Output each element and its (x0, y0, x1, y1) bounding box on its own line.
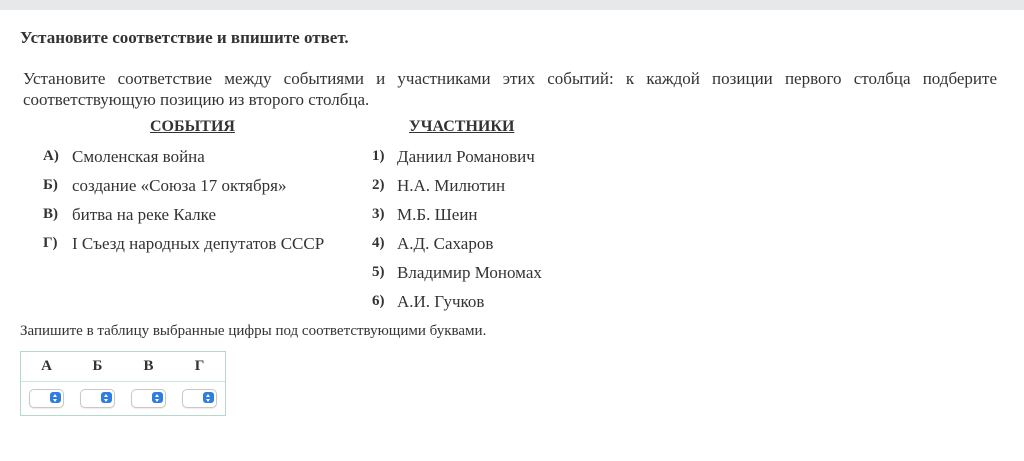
answer-column-b (72, 352, 123, 415)
answer-select-g[interactable] (182, 389, 217, 408)
task-heading: Установите соответствие и впишите ответ. (20, 28, 349, 47)
participant-marker: 5) (372, 264, 385, 280)
up-down-chevron-icon (152, 392, 163, 403)
answer-letter-a: А (41, 358, 52, 374)
participant-text: Владимир Мономах (397, 263, 542, 282)
answer-table (20, 351, 226, 416)
event-marker: Б) (43, 177, 58, 193)
answer-letter-g: Г (194, 358, 205, 374)
events-column-header: СОБЫТИЯ (150, 118, 235, 135)
participant-text: А.Д. Сахаров (397, 234, 494, 253)
answer-select-a[interactable] (29, 389, 64, 408)
participant-marker: 3) (372, 206, 385, 222)
participant-text: Н.А. Милютин (397, 176, 506, 195)
question-text: Установите соответствие между событиями и участниками этих событий: к каждой позиции первого столбца подберите соответствующую позицию из второго столбца. (23, 69, 997, 109)
event-text: создание «Союза 17 октября» (72, 176, 287, 195)
participant-marker: 1) (372, 148, 385, 164)
answer-select-b[interactable] (80, 389, 115, 408)
answer-letter-b: Б (92, 358, 103, 374)
answer-select-v[interactable] (131, 389, 166, 408)
participants-column-header: УЧАСТНИКИ (409, 118, 515, 135)
event-marker: В) (43, 206, 58, 222)
answer-column-v (123, 352, 174, 415)
participant-marker: 6) (372, 293, 385, 309)
event-text: Смоленская война (72, 147, 205, 166)
participant-text: М.Б. Шеин (397, 205, 478, 224)
answer-instruction: Запишите в таблицу выбранные цифры под соответствующими буквами. (20, 323, 487, 339)
answer-letter-v: В (143, 358, 154, 374)
event-marker: А) (43, 148, 59, 164)
participant-text: Даниил Романович (397, 147, 535, 166)
event-text: I Съезд народных депутатов СССР (72, 234, 325, 253)
up-down-chevron-icon (50, 392, 61, 403)
participant-marker: 2) (372, 177, 385, 193)
top-bar (0, 0, 1024, 10)
answer-column-g (174, 352, 225, 415)
answer-column-a (21, 352, 72, 415)
event-marker: Г) (43, 235, 58, 251)
up-down-chevron-icon (101, 392, 112, 403)
up-down-chevron-icon (203, 392, 214, 403)
event-text: битва на реке Калке (72, 205, 217, 224)
participant-marker: 4) (372, 235, 385, 251)
participant-text: А.И. Гучков (397, 292, 485, 311)
